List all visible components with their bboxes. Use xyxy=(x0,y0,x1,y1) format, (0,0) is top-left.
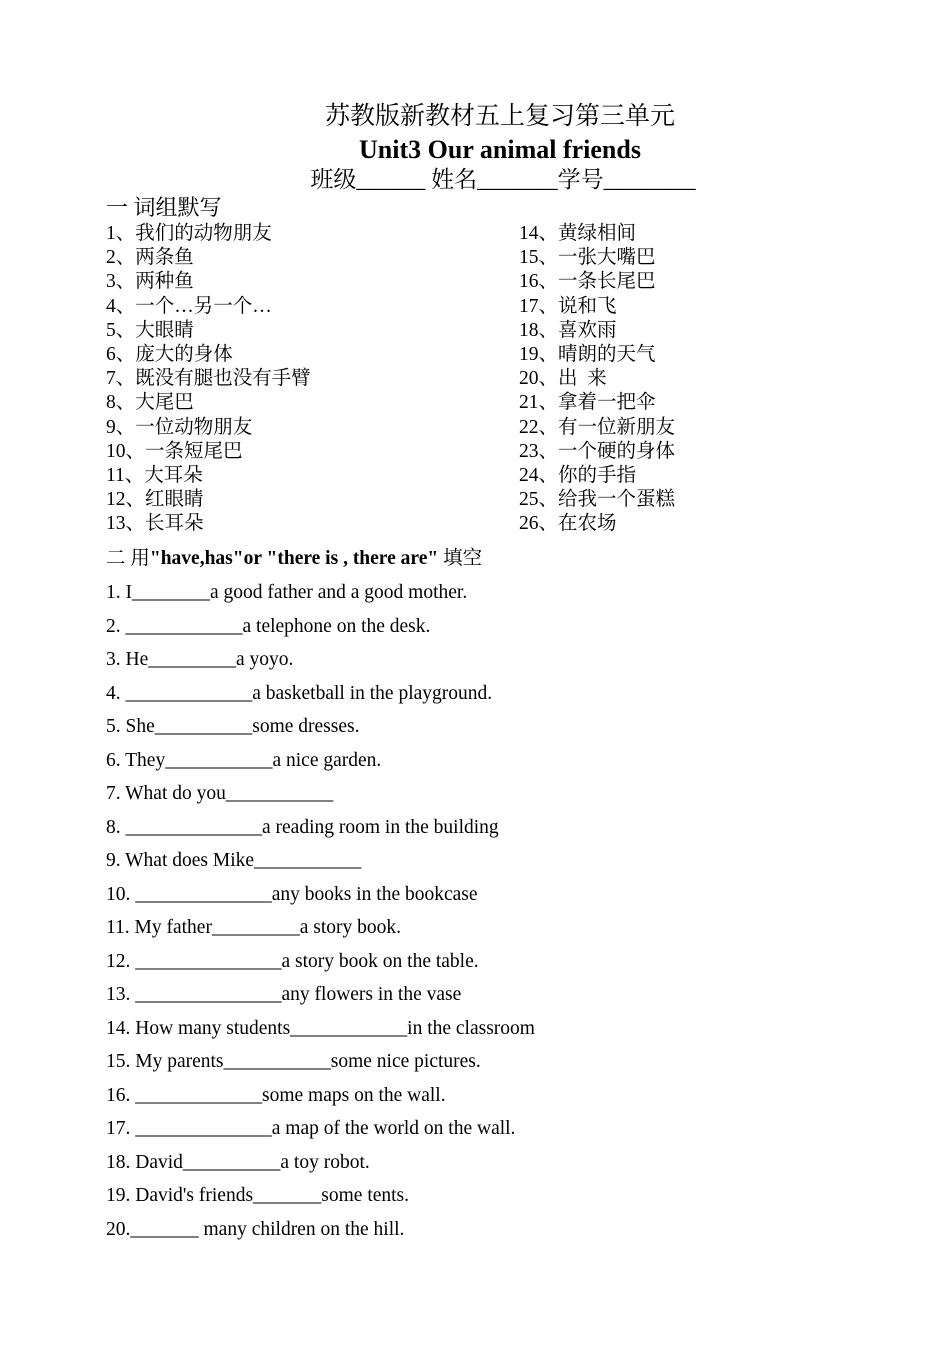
vocab-item: 12、红眼睛 xyxy=(106,489,204,511)
vocab-item: 15、一张大嘴巴 xyxy=(519,247,656,269)
vocab-item: 23、一个硬的身体 xyxy=(519,440,676,462)
fill-in-item: 20._______ many children on the hill. xyxy=(106,1218,405,1240)
vocab-item: 3、两种鱼 xyxy=(106,271,194,293)
vocab-item: 1、我们的动物朋友 xyxy=(106,223,272,244)
fill-in-item: 2. ____________a telephone on the desk. xyxy=(106,615,431,637)
vocab-item: 20、出 来 xyxy=(519,368,607,390)
section1-heading: 一 词组默写 xyxy=(106,195,222,220)
fill-in-item: 15. My parents___________some nice pictures. xyxy=(106,1051,481,1072)
fill-in-item: 10. ______________any books in the bookcase xyxy=(106,883,478,905)
vocab-item: 11、大耳朵 xyxy=(106,464,203,486)
vocab-item: 16、一条长尾巴 xyxy=(519,271,656,293)
vocab-item: 7、既没有腿也没有手臂 xyxy=(106,368,311,390)
vocab-list-left xyxy=(106,222,311,536)
vocab-item: 21、拿着一把伞 xyxy=(519,392,656,414)
fill-in-item: 19. David's friends_______some tents. xyxy=(106,1185,410,1206)
vocab-item: 10、一条短尾巴 xyxy=(106,440,243,462)
vocab-item: 5、大眼睛 xyxy=(106,319,194,341)
fill-in-item: 14. How many students____________in the classroom xyxy=(106,1017,535,1039)
vocab-list-right xyxy=(519,222,675,536)
fill-in-item: 7. What do you___________ xyxy=(106,783,334,804)
fill-in-item: 16. _____________some maps on the wall. xyxy=(106,1084,446,1106)
vocab-item: 14、黄绿相间 xyxy=(519,223,637,244)
section2-heading-keywords: "have,has"or "there is , there are" xyxy=(149,548,439,569)
fill-in-blank-list xyxy=(106,578,535,1248)
fill-in-item: 4. _____________a basketball in the playground. xyxy=(106,682,493,704)
vocab-item: 22、有一位新朋友 xyxy=(519,416,676,438)
worksheet-title-english: Unit3 Our animal friends xyxy=(359,135,641,164)
vocab-item: 19、晴朗的天气 xyxy=(519,343,656,365)
fill-in-item: 1. I________a good father and a good mother. xyxy=(106,582,468,603)
fill-in-item: 18. David__________a toy robot. xyxy=(106,1151,370,1173)
vocab-item: 13、长耳朵 xyxy=(106,513,204,535)
vocab-item: 24、你的手指 xyxy=(519,464,637,486)
vocab-item: 6、庞大的身体 xyxy=(106,343,233,365)
vocab-item: 8、大尾巴 xyxy=(106,392,194,414)
worksheet-title-chinese: 苏教版新教材五上复习第三单元 xyxy=(324,103,675,130)
vocab-item: 25、给我一个蛋糕 xyxy=(519,489,676,511)
section2-heading-prefix: 二 用 xyxy=(106,548,150,569)
fill-in-item: 6. They___________a nice garden. xyxy=(106,749,382,771)
vocab-item: 2、两条鱼 xyxy=(106,247,194,269)
fill-in-item: 3. He_________a yoyo. xyxy=(106,649,294,670)
fill-in-item: 12. _______________a story book on the table. xyxy=(106,950,479,972)
vocab-item: 18、喜欢雨 xyxy=(519,319,617,341)
fill-in-item: 17. ______________a map of the world on the wall. xyxy=(106,1118,516,1139)
fill-in-item: 8. ______________a reading room in the building xyxy=(106,816,499,838)
vocab-item: 4、一个…另一个… xyxy=(106,295,272,317)
fill-in-item: 9. What does Mike___________ xyxy=(106,850,362,871)
vocab-item: 26、在农场 xyxy=(519,513,617,535)
vocab-item: 17、说和飞 xyxy=(519,295,617,317)
fill-in-item: 5. She__________some dresses. xyxy=(106,716,360,737)
fill-in-item: 11. My father_________a story book. xyxy=(106,917,401,938)
fill-in-item: 13. _______________any flowers in the vase xyxy=(106,984,462,1005)
vocab-item: 9、一位动物朋友 xyxy=(106,416,253,438)
section2-heading-suffix: 填空 xyxy=(438,548,483,569)
student-info-line: 班级______ 姓名_______学号________ xyxy=(310,167,696,192)
section2-heading xyxy=(106,545,482,573)
